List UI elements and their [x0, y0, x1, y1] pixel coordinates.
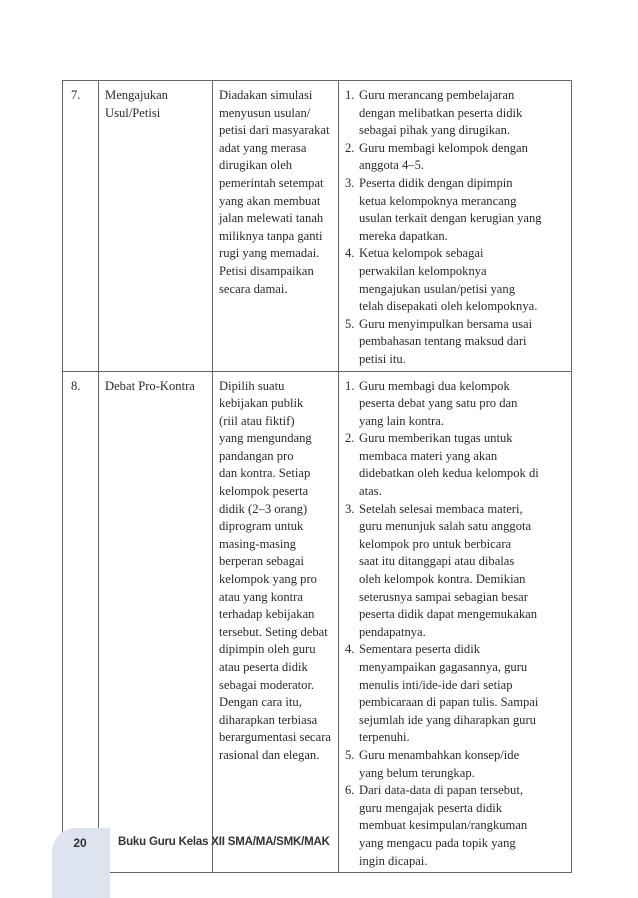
step-item — [345, 501, 565, 642]
step-item — [345, 316, 565, 369]
step-number: 4. — [345, 642, 355, 657]
text-line: Petisi disampaikan — [219, 263, 314, 278]
text-line: miliknya tanpa ganti — [219, 228, 323, 243]
step-text: Sementara peserta didik — [359, 642, 480, 657]
page-number: 20 — [73, 836, 87, 850]
step-number: 1. — [345, 88, 355, 102]
step-text: peserta debat yang satu pro dan — [359, 396, 518, 411]
step-number: 5. — [345, 747, 355, 762]
text-line: Mengajukan — [105, 88, 168, 102]
text-line: berperan sebagai — [219, 554, 304, 569]
method-name — [99, 81, 213, 372]
text-line: yang mengundang — [219, 431, 312, 446]
step-text: usulan terkait dengan kerugian yang — [359, 211, 542, 226]
text-line: dirugikan oleh — [219, 158, 293, 173]
step-text: membaca materi yang akan — [359, 448, 498, 463]
step-item — [345, 140, 565, 175]
text-line: secara damai. — [219, 281, 288, 296]
method-steps — [339, 81, 572, 372]
text-line: menyusun usulan/ — [219, 105, 311, 120]
step-text: telah disepakati oleh kelompoknya. — [359, 299, 538, 314]
step-text: dengan melibatkan peserta didik — [359, 105, 523, 120]
text-line: (riil atau fiktif) — [219, 413, 295, 428]
text-line: dan kontra. Setiap — [219, 466, 311, 481]
step-text: pembahasan tentang maksud dari — [359, 334, 527, 349]
book-title: Buku Guru Kelas XII SMA/MA/SMK/MAK — [118, 836, 330, 848]
step-item — [345, 378, 565, 431]
step-text: kelompok pro untuk berbicara — [359, 536, 512, 551]
text-line: Dipilih suatu — [219, 378, 285, 393]
text-line: sebagai moderator. — [219, 677, 315, 692]
text-line: pemerintah setempat — [219, 175, 324, 190]
step-text: menulis inti/ide-ide dari setiap — [359, 677, 513, 692]
step-number: 2. — [345, 140, 355, 155]
step-text: membuat kesimpulan/rangkuman — [359, 818, 528, 833]
text-line: adat yang merasa — [219, 140, 307, 155]
step-text: perwakilan kelompoknya — [359, 263, 487, 278]
text-line: petisi dari masyarakat — [219, 123, 330, 138]
method-description — [213, 81, 339, 372]
step-text: Ketua kelompok sebagai — [359, 246, 484, 261]
step-text: didebatkan oleh kedua kelompok di — [359, 466, 539, 481]
step-text: sebagai pihak yang dirugikan. — [359, 123, 511, 138]
step-item — [345, 175, 565, 245]
text-line: kelompok peserta — [219, 484, 309, 499]
text-line: yang akan membuat — [219, 193, 321, 208]
text-line: didik (2–3 orang) — [219, 501, 308, 516]
text-line: jalan melewati tanah — [219, 211, 324, 226]
step-text: Guru merancang pembelajaran — [359, 88, 515, 102]
step-text: sejumlah ide yang diharapkan guru — [359, 712, 536, 727]
table-row — [63, 81, 572, 372]
step-text: ingin dicapai. — [359, 853, 428, 868]
method-description — [213, 371, 339, 873]
step-item — [345, 641, 565, 747]
step-text: Dari data-data di papan tersebut, — [359, 783, 523, 798]
step-text: Peserta didik dengan dipimpin — [359, 175, 513, 190]
method-steps — [339, 371, 572, 873]
step-item — [345, 87, 565, 140]
method-name — [99, 371, 213, 873]
step-text: yang belum terungkap. — [359, 765, 475, 780]
step-text: anggota 4–5. — [359, 158, 425, 173]
text-line: rugi yang memadai. — [219, 246, 320, 261]
step-text: Guru menambahkan konsep/ide — [359, 747, 520, 762]
text-line: kebijakan publik — [219, 396, 304, 411]
methods-table — [62, 80, 572, 873]
text-line: dipimpin oleh guru — [219, 642, 316, 657]
step-item — [345, 430, 565, 500]
step-text: Guru membagi kelompok dengan — [359, 140, 528, 155]
step-text: Guru membagi dua kelompok — [359, 378, 510, 393]
step-number: 2. — [345, 431, 355, 446]
step-text: guru mengajak peserta didik — [359, 800, 503, 815]
text-line: Usul/Petisi — [105, 105, 161, 120]
step-text: pembicaraan di papan tulis. Sampai — [359, 695, 539, 710]
step-text: ketua kelompoknya merancang — [359, 193, 517, 208]
text-line: atau yang kontra — [219, 589, 303, 604]
text-line: diprogram untuk — [219, 519, 304, 534]
step-text: Setelah selesai membaca materi, — [359, 501, 523, 516]
step-text: terpenuhi. — [359, 730, 410, 745]
step-text: saat itu ditanggapi atau dibalas — [359, 554, 515, 569]
step-number: 3. — [345, 501, 355, 516]
step-number: 3. — [345, 175, 355, 190]
step-text: Guru menyimpulkan bersama usai — [359, 316, 533, 331]
table-row — [63, 371, 572, 873]
step-text: Guru memberikan tugas untuk — [359, 431, 513, 446]
text-line: atau peserta didik — [219, 660, 308, 674]
step-text: yang lain kontra. — [359, 413, 444, 428]
text-line: Debat Pro-Kontra — [105, 378, 195, 393]
text-line: Diadakan simulasi — [219, 88, 313, 102]
text-line: terhadap kebijakan — [219, 607, 315, 622]
step-text: pendapatnya. — [359, 624, 426, 639]
step-number: 4. — [345, 246, 355, 261]
step-text: yang mengacu pada topik yang — [359, 835, 516, 850]
text-line: berargumentasi secara — [219, 730, 332, 745]
text-line: masing-masing — [219, 536, 296, 551]
step-text: peserta didik dapat mengemukakan — [359, 607, 537, 622]
step-item — [345, 747, 565, 782]
step-text: seterusnya sampai sebagian besar — [359, 589, 528, 604]
step-text: mengajukan usulan/petisi yang — [359, 281, 515, 296]
step-number: 5. — [345, 316, 355, 331]
step-text: guru menunjuk salah satu anggota — [359, 519, 532, 534]
row-number: 7. — [63, 81, 99, 372]
text-line: kelompok yang pro — [219, 572, 317, 587]
step-number: 1. — [345, 378, 355, 393]
step-text: oleh kelompok kontra. Demikian — [359, 572, 526, 587]
text-line: tersebut. Seting debat — [219, 624, 328, 639]
row-number: 8. — [63, 371, 99, 873]
step-number: 6. — [345, 783, 355, 798]
text-line: diharapkan terbiasa — [219, 712, 318, 727]
step-text: menyampaikan gagasannya, guru — [359, 660, 528, 674]
step-item — [345, 245, 565, 315]
text-line: rasional dan elegan. — [219, 747, 320, 762]
step-text: petisi itu. — [359, 351, 406, 366]
step-text: mereka dapatkan. — [359, 228, 448, 243]
text-line: Dengan cara itu, — [219, 695, 302, 710]
step-item — [345, 782, 565, 870]
step-text: atas. — [359, 484, 382, 499]
text-line: pandangan pro — [219, 448, 294, 463]
